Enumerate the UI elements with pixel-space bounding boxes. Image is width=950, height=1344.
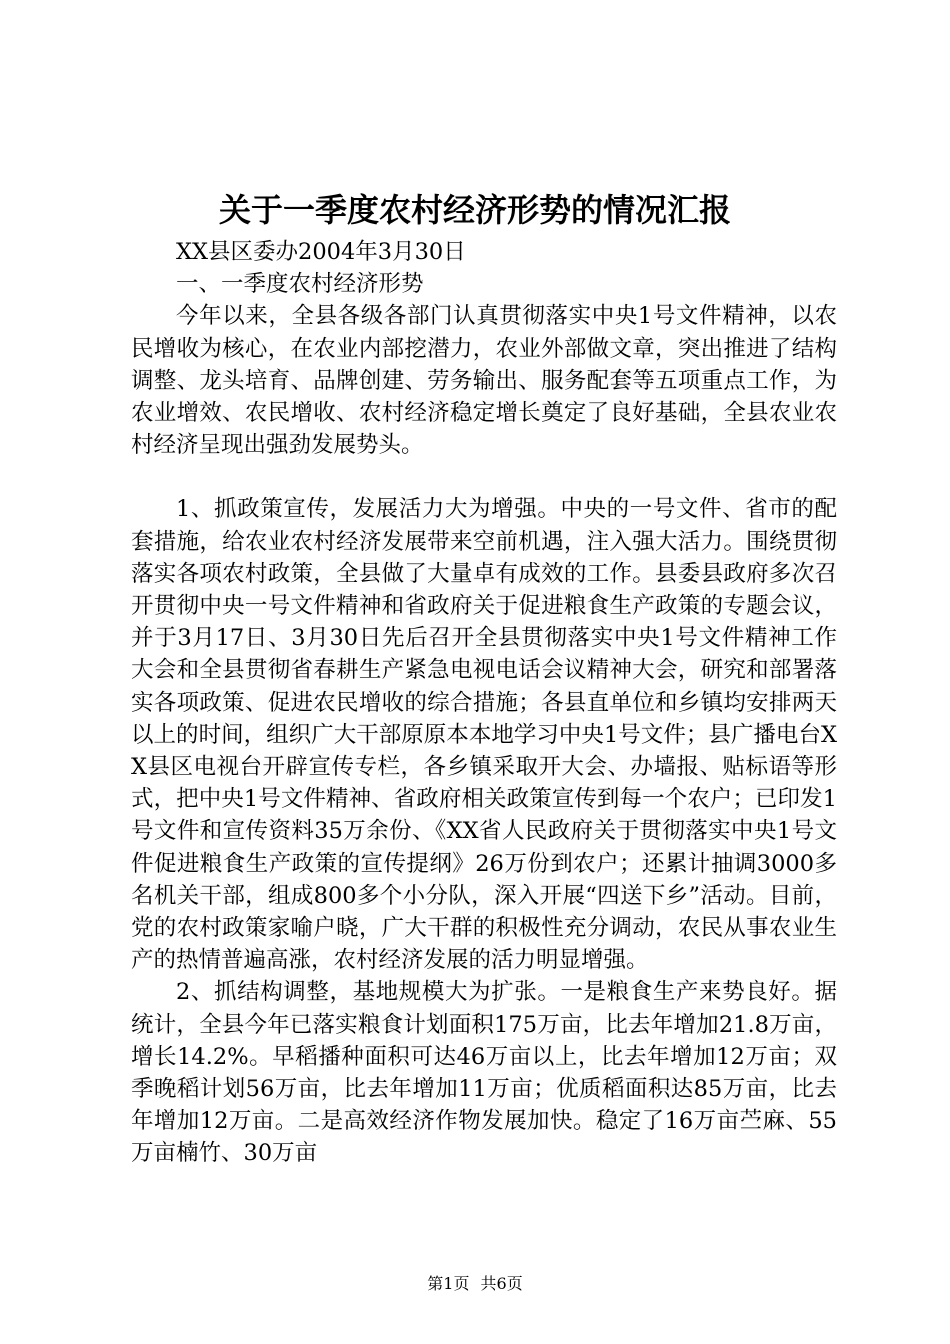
paragraph-structure: 2、抓结构调整，基地规模大为扩张。一是粮食生产来势良好。据统计，全县今年已落实粮食计划面积175万亩，比去年增加21.8万亩，增长14.2%。早稻播种面积可达46万亩以上，比去年增加12万亩；双季晚稻计划56万亩，比去年增加11万亩；优质稻面积达85万亩，比去年增加12万亩。二是高效经济作物发展加快。稳定了16万亩苎麻、55万亩楠竹、30万亩 <box>131 979 837 1167</box>
page-footer <box>0 1272 950 1296</box>
paragraph-policy: 1、抓政策宣传，发展活力大为增强。中央的一号文件、省市的配套措施，给农业农村经济发展带来空前机遇，注入强大活力。围绕贯彻落实各项农村政策，全县做了大量卓有成效的工作。县委县政府多次召开贯彻中央一号文件精神和省政府关于促进粮食生产政策的专题会议，并于3月17日、3月30日先后召开全县贯彻落实中央1号文件精神工作大会和全县贯彻省春耕生产紧急电视电话会议精神大会，研究和部署落实各项政策、促进农民增收的综合措施；各县直单位和乡镇均安排两天以上的时间，组织广大干部原原本本地学习中央1号文件；县广播电台XX县区电视台开辟宣传专栏，各乡镇采取开大会、办墙报、贴标语等形式，把中央1号文件精神、省政府相关政策宣传到每一个农户；已印发1号文件和宣传资料35万余份、《XX省人民政府关于贯彻落实中央1号文件促进粮食生产政策的宣传提纲》26万份到农户；还累计抽调3000多名机关干部，组成800多个小分队，深入开展“四送下乡”活动。目前，党的农村政策家喻户晓，广大干群的积极性充分调动，农民从事农业生产的热情普遍高涨，农村经济发展的活力明显增强。 <box>131 496 837 974</box>
section-heading: 一、一季度农村经济形势 <box>176 271 424 298</box>
document-body <box>131 236 837 1170</box>
byline: XX县区委办2004年3月30日 <box>176 239 466 265</box>
document-title: 关于一季度农村经济形势的情况汇报 <box>218 191 731 229</box>
page-number: 第1页 <box>427 1274 470 1293</box>
page-total: 共6页 <box>480 1274 523 1293</box>
paragraph-intro: 今年以来，全县各级各部门认真贯彻落实中央1号文件精神，以农民增收为核心，在农业内部挖潜力，农业外部做文章，突出推进了结构调整、龙头培育、品牌创建、劳务输出、服务配套等五项重点工作，为农业增效、农民增收、农村经济稳定增长奠定了良好基础，全县农业农村经济呈现出强劲发展势头。 <box>131 303 837 459</box>
